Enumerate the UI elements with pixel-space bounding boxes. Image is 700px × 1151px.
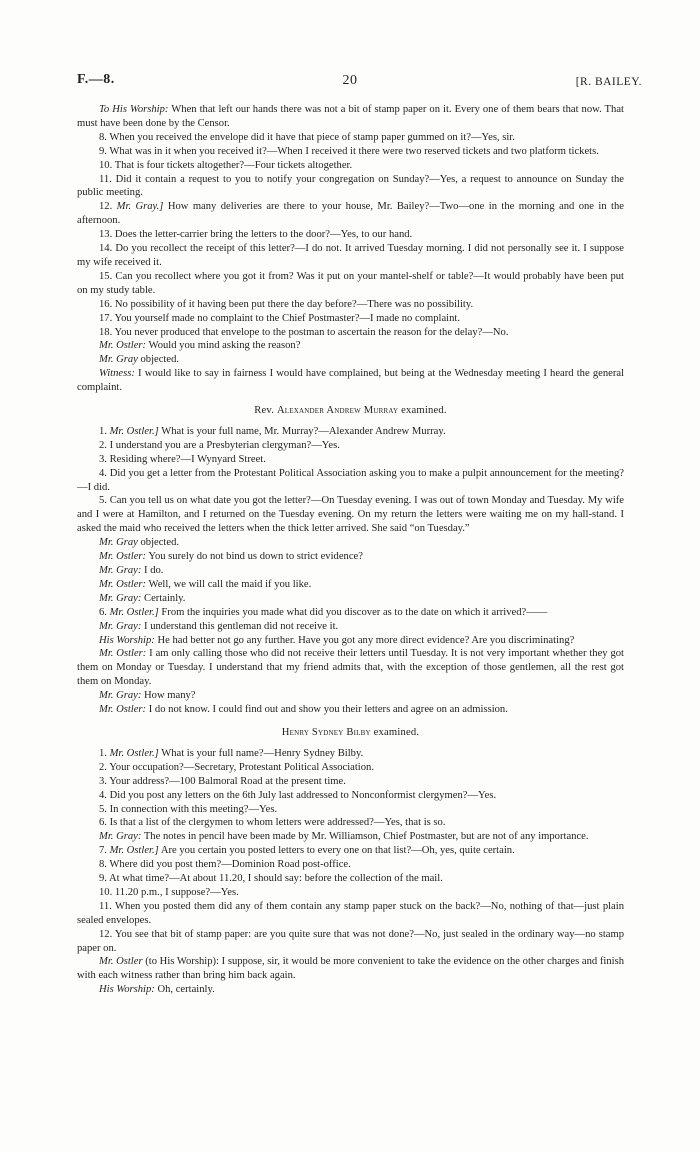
speaker-label: Mr. Ostler:: [99, 648, 147, 660]
testimony-paragraph: [77, 270, 624, 298]
speaker-label: Mr. Gray:: [99, 592, 142, 604]
testimony-paragraph: [77, 789, 624, 803]
testimony-text: Are you certain you posted letters to every one on that list?—Oh, yes, quite certain.: [158, 845, 515, 857]
testimony-paragraph: [77, 425, 624, 439]
speaker-label: Mr. Gray:: [99, 831, 142, 843]
testimony-text: 8. Where did you post them?—Dominion Road post-office.: [99, 859, 351, 871]
speaker-label: Mr. Ostler: [99, 956, 143, 968]
question-number: 12.: [99, 201, 117, 213]
testimony-text: Oh, certainly.: [154, 984, 215, 996]
speaker-label: Mr. Gray: [99, 354, 138, 366]
testimony-paragraph: [77, 803, 624, 817]
speaker-label: Mr. Ostler:: [99, 578, 147, 590]
testimony-paragraph: [77, 983, 624, 997]
heading-suffix: examined.: [398, 405, 447, 417]
testimony-text: Would you mind asking the reason?: [146, 340, 301, 352]
testimony-text: 17. You yourself made no complaint to the Chief Postmaster?—I made no complaint.: [99, 312, 461, 324]
testimony-paragraph: [77, 467, 624, 495]
speaker-label: Mr. Gray:: [99, 620, 142, 632]
speaker-label: Mr. Ostler:: [99, 704, 147, 716]
section-murray: [77, 425, 624, 717]
testimony-text: 3. Your address?—100 Balmoral Road at the present time.: [99, 775, 346, 787]
testimony-text: What is your full name, Mr. Murray?—Alexander Andrew Murray.: [158, 425, 446, 437]
testimony-paragraph: [77, 928, 624, 956]
speaker-label: Mr. Ostler.]: [109, 425, 159, 437]
testimony-paragraph: [77, 689, 624, 703]
testimony-paragraph: [77, 564, 624, 578]
testimony-paragraph: [77, 955, 624, 983]
speaker-label: Mr. Ostler.]: [109, 845, 159, 857]
testimony-paragraph: [77, 703, 624, 717]
testimony-text: I do.: [141, 565, 164, 576]
testimony-text: How many?: [141, 690, 196, 702]
transcript-body: [77, 103, 624, 997]
testimony-paragraph: [77, 606, 624, 620]
testimony-text: objected.: [137, 354, 180, 366]
witness-name: Alexander Andrew Murray: [276, 405, 399, 417]
testimony-paragraph: [77, 634, 624, 648]
testimony-text: 9. What was in it when you received it?—When I received it there were two reserved tickets and two platform tickets.: [99, 145, 599, 157]
speaker-label: To His Worship:: [99, 104, 169, 115]
testimony-paragraph: [77, 159, 624, 173]
testimony-paragraph: [77, 200, 624, 228]
testimony-text: 6. Is that a list of the clergymen to whom letters were addressed?—Yes, that is so.: [99, 817, 446, 829]
testimony-text: 13. Does the letter-carrier bring the letters to the door?—Yes, to our hand.: [99, 229, 413, 241]
testimony-text: I would like to say in fairness I would have complained, but being at the Wednesday meeting I heard the general complaint.: [77, 368, 624, 394]
testimony-text: 12. You see that bit of stamp paper: are you quite sure that was not done?—No, just sealed in the ordinary way—no stamp paper on.: [77, 928, 624, 954]
testimony-text: 2. I understand you are a Presbyterian clergyman?—Yes.: [99, 439, 340, 451]
testimony-paragraph: [77, 886, 624, 900]
speaker-label: Mr. Gray:: [99, 565, 142, 576]
testimony-text: Well, we will call the maid if you like.: [146, 578, 312, 590]
testimony-paragraph: [77, 439, 624, 453]
testimony-text: 8. When you received the envelope did it have that piece of stamp paper gummed on it?—Yes, sir.: [99, 131, 515, 143]
testimony-paragraph: [77, 494, 624, 536]
speaker-label: Mr. Ostler:: [99, 340, 147, 352]
section-bilby: [77, 747, 624, 997]
testimony-text: 14. Do you recollect the receipt of this letter?—I do not. It arrived Tuesday morning. I did not personally see it. I suppose my wife received it.: [77, 243, 624, 268]
testimony-text: 15. Can you recollect where you got it from? Was it put on your mantel-shelf or table?—It would probably have been put on my study table.: [77, 270, 624, 296]
testimony-paragraph: [77, 592, 624, 606]
report-reference: F.—8.: [77, 72, 115, 87]
page-number: 20: [342, 73, 358, 88]
testimony-paragraph: [77, 775, 624, 789]
testimony-paragraph: [77, 312, 624, 326]
testimony-paragraph: [77, 298, 624, 312]
testimony-paragraph: [77, 353, 624, 367]
question-number: 1.: [99, 425, 110, 437]
testimony-paragraph: [77, 339, 624, 353]
testimony-paragraph: [77, 173, 624, 201]
testimony-paragraph: [77, 872, 624, 886]
testimony-paragraph: [77, 453, 624, 467]
speaker-label: Mr. Gray: [99, 537, 138, 549]
witness-name: Henry Sydney Bilby: [281, 726, 371, 738]
testimony-paragraph: [77, 647, 624, 689]
witness-running-head: [R. BAILEY.: [575, 76, 642, 88]
testimony-text: 18. You never produced that envelope to the postman to ascertain the reason for the delay?—No.: [99, 326, 509, 338]
testimony-paragraph: [77, 367, 624, 395]
testimony-text: From the inquiries you made what did you discover as to the date on which it arrived?——: [158, 606, 548, 618]
testimony-text: 11. Did it contain a request to you to notify your congregation on Sunday?—Yes, a request to announce on Sunday the public meeting.: [77, 173, 624, 199]
speaker-label: Witness:: [99, 368, 135, 380]
testimony-text: Certainly.: [141, 592, 186, 604]
testimony-paragraph: [77, 761, 624, 775]
testimony-paragraph: [77, 326, 624, 340]
testimony-text: He had better not go any further. Have you got any more direct evidence? Are you discriminating?: [154, 634, 575, 646]
testimony-text: How many deliveries are there to your house, Mr. Bailey?—Two—one in the morning and one in the afternoon.: [77, 201, 624, 227]
testimony-text: 4. Did you get a letter from the Protestant Political Association asking you to make a pulpit announcement for the meeting?—I did.: [77, 467, 624, 493]
testimony-text: When that left our hands there was not a bit of stamp paper on it. Every one of them bears that now. That must have been done by the Censor.: [77, 104, 624, 129]
testimony-text: 11. When you posted them did any of them contain any stamp paper stuck on the back?—No, nothing of that—just plain sealed envelopes.: [77, 900, 624, 926]
speaker-label: Mr. Gray.]: [116, 201, 164, 213]
testimony-text: objected.: [137, 537, 180, 549]
question-number: 1.: [99, 747, 110, 759]
heading-prefix: Rev.: [254, 405, 277, 417]
section-bailey-continued: [77, 103, 624, 395]
testimony-paragraph: [77, 830, 624, 844]
testimony-text: What is your full name?—Henry Sydney Bilby.: [158, 747, 364, 759]
testimony-paragraph: [77, 242, 624, 270]
testimony-paragraph: [77, 900, 624, 928]
testimony-text: 5. Can you tell us on what date you got the letter?—On Tuesday evening. I was out of town Monday and Tuesday. My wife and I were at Hamilton, and I returned on the Tuesday evening. On my return the letters were waiting me on my hall-stand. I asked the maid who received the letters when the thick letter arrived. She said “on Tuesday.”: [77, 495, 624, 535]
testimony-text: 9. At what time?—At about 11.20, I should say: before the collection of the mail.: [99, 873, 443, 885]
section-heading-murray: [77, 404, 624, 418]
testimony-text: 3. Residing where?—I Wynyard Street.: [99, 453, 266, 465]
testimony-text: I understand this gentleman did not receive it.: [141, 620, 339, 632]
question-number: 7.: [99, 845, 110, 857]
testimony-paragraph: [77, 228, 624, 242]
testimony-paragraph: [77, 858, 624, 872]
testimony-text: 16. No possibility of it having been put there the day before?—There was no possibility.: [99, 298, 474, 310]
testimony-paragraph: [77, 550, 624, 564]
testimony-text: (to His Worship): I suppose, sir, it would be more convenient to take the evidence on the other charges and finish with each witness rather than bring him back again.: [77, 956, 624, 982]
speaker-label: His Worship:: [99, 634, 155, 646]
testimony-text: The notes in pencil have been made by Mr. Williamson, Chief Postmaster, but are not of any importance.: [141, 831, 589, 843]
testimony-text: You surely do not bind us down to strict evidence?: [146, 551, 363, 563]
testimony-paragraph: [77, 145, 624, 159]
testimony-text: 5. In connection with this meeting?—Yes.: [99, 803, 278, 815]
testimony-paragraph: [77, 536, 624, 550]
question-number: 6.: [99, 606, 110, 618]
heading-suffix: examined.: [370, 726, 420, 738]
testimony-text: 2. Your occupation?—Secretary, Protestant Political Association.: [99, 761, 374, 773]
testimony-paragraph: [77, 816, 624, 830]
testimony-paragraph: [77, 578, 624, 592]
speaker-label: Mr. Ostler.]: [109, 606, 159, 618]
speaker-label: Mr. Gray:: [99, 690, 142, 702]
testimony-paragraph: [77, 620, 624, 634]
testimony-text: 10. 11.20 p.m., I suppose?—Yes.: [99, 886, 239, 898]
speaker-label: His Worship:: [99, 984, 155, 996]
testimony-text: I am only calling those who did not receive their letters until Tuesday. It is not very important whether they got them on Monday or Tuesday. I understand that my friend admits that, with the exception of those gentlemen, all the rest got them on Monday.: [77, 648, 624, 688]
testimony-paragraph: [77, 844, 624, 858]
testimony-text: 10. That is four tickets altogether?—Four tickets altogether.: [99, 159, 353, 171]
speaker-label: Mr. Ostler:: [99, 551, 147, 563]
testimony-paragraph: [77, 131, 624, 145]
testimony-paragraph: [77, 103, 624, 131]
testimony-text: I do not know. I could find out and show you their letters and agree on an admission.: [146, 704, 508, 716]
section-heading-bilby: [77, 726, 624, 740]
testimony-text: 4. Did you post any letters on the 6th July last addressed to Nonconformist clergymen?—Yes.: [99, 789, 497, 801]
testimony-paragraph: [77, 747, 624, 761]
speaker-label: Mr. Ostler.]: [109, 747, 159, 759]
